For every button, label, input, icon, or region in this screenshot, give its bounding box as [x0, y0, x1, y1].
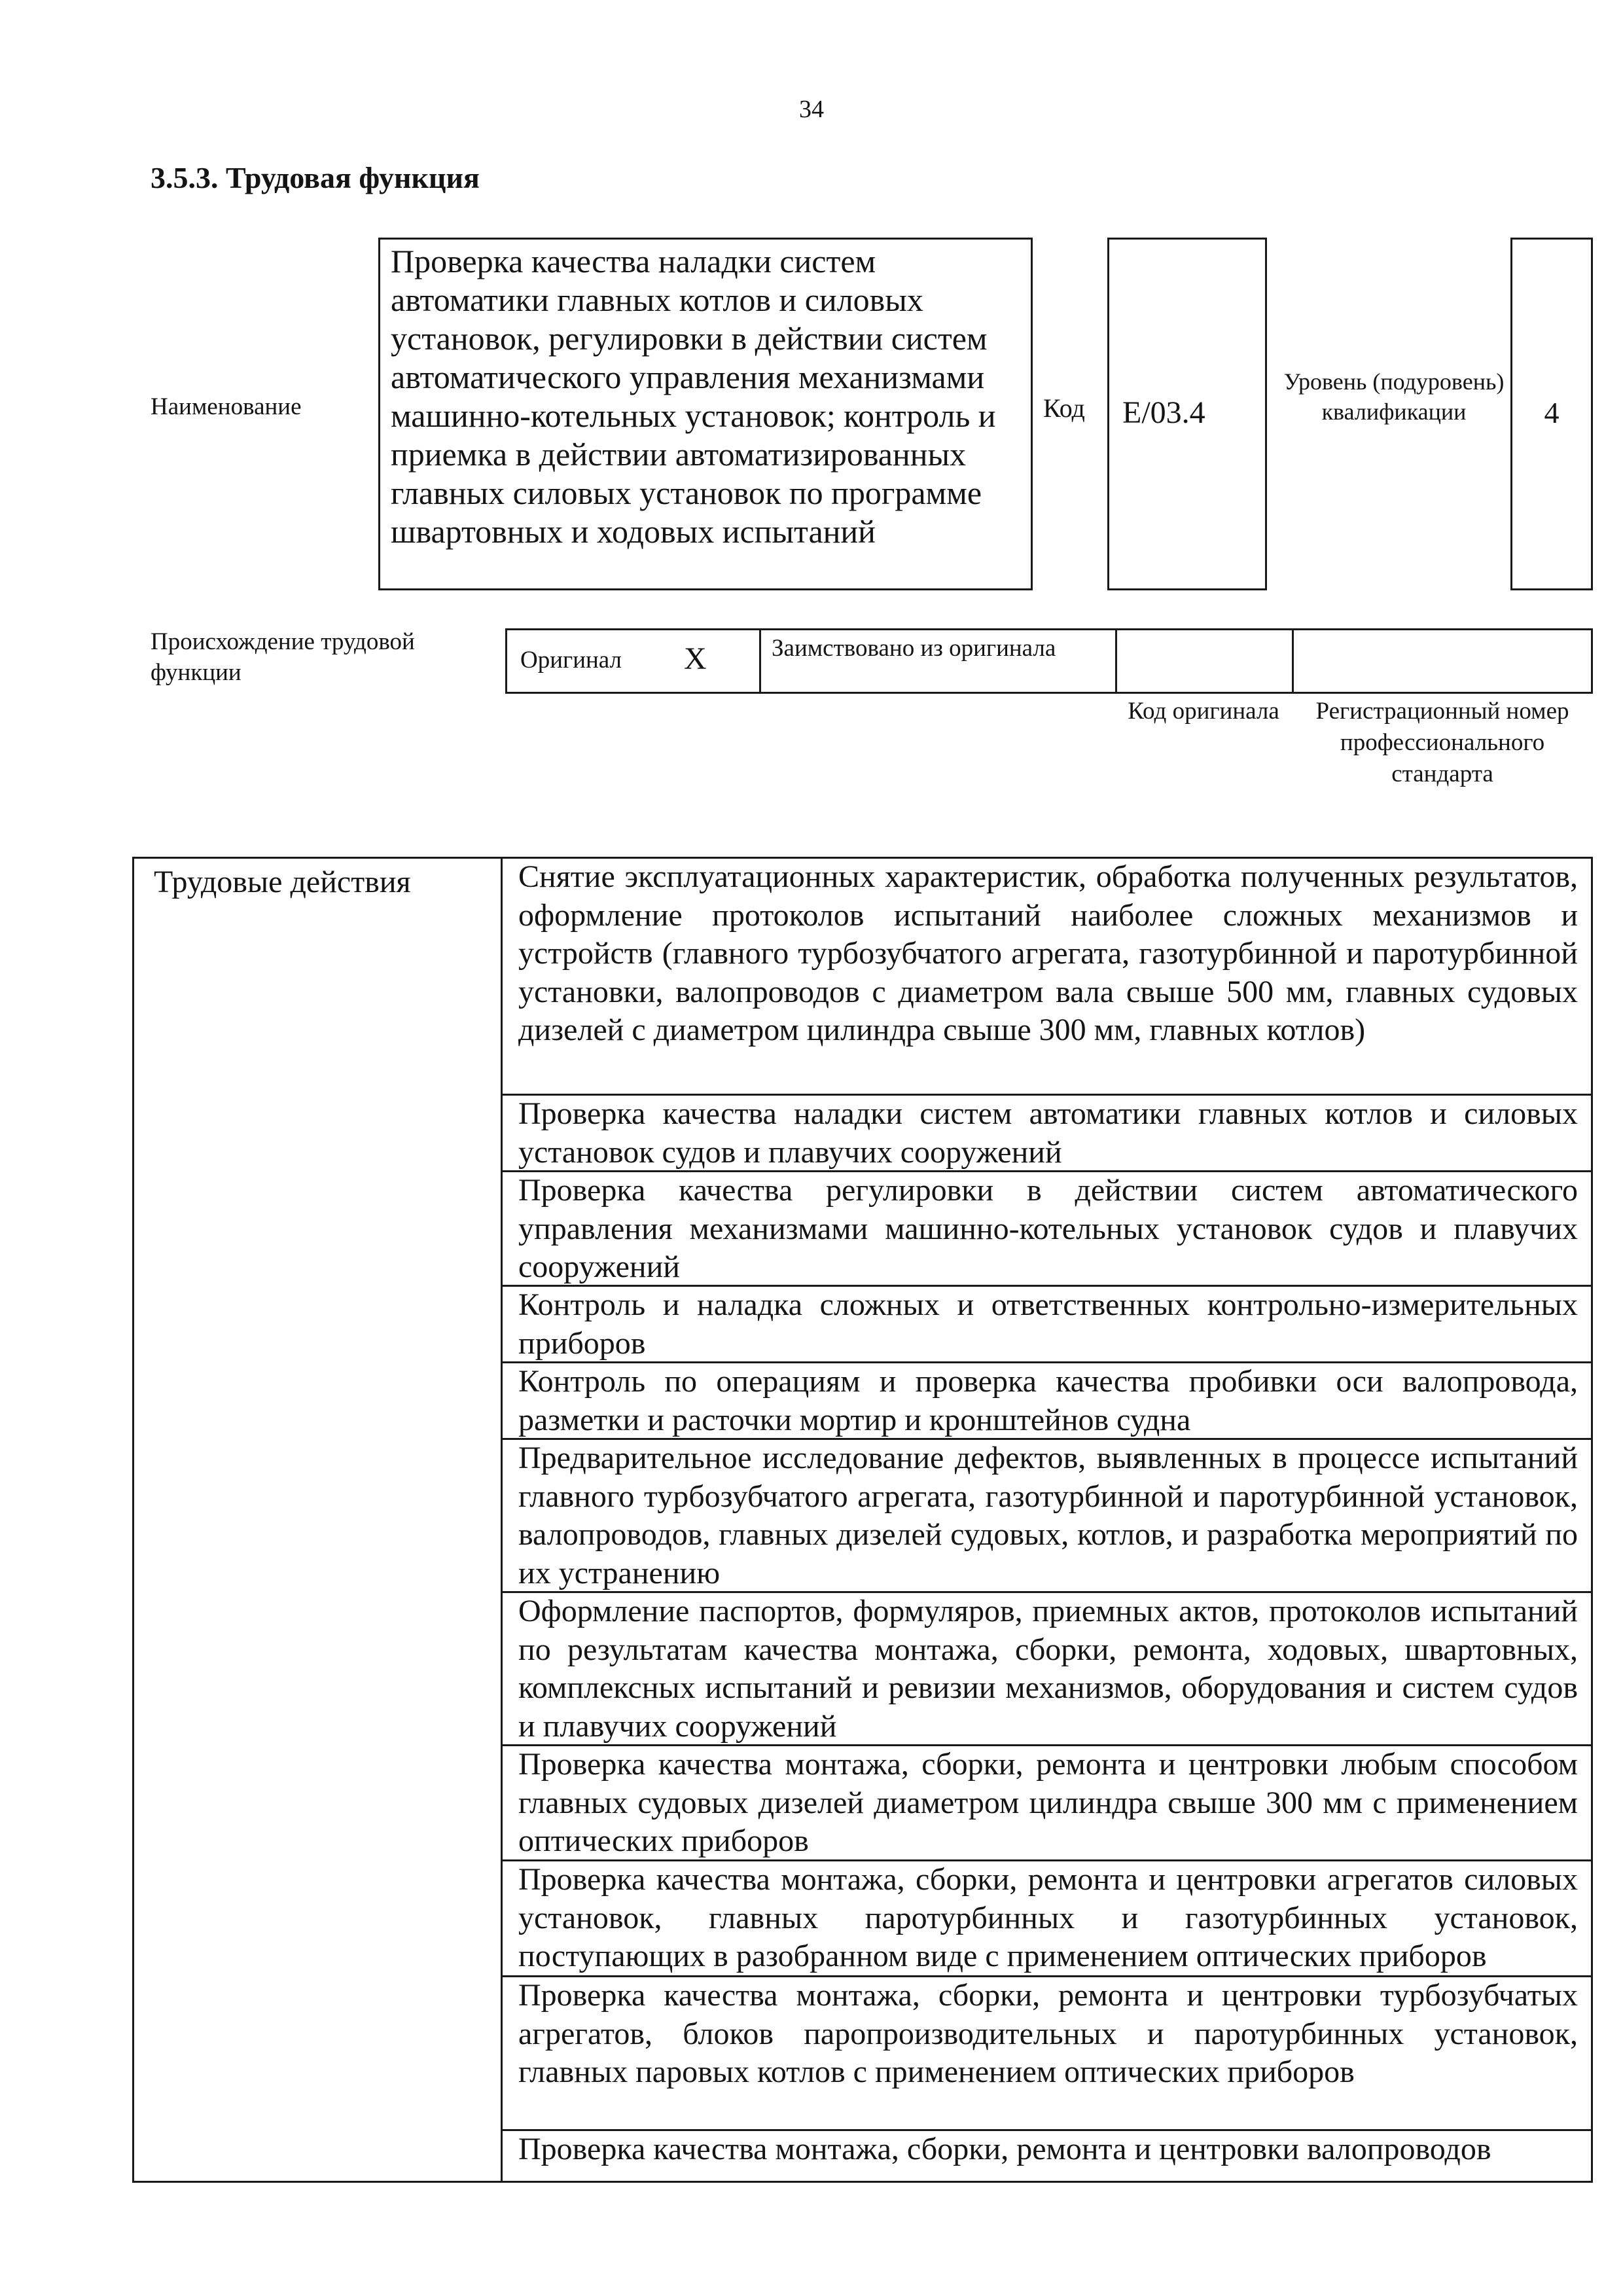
action-text: Проверка качества монтажа, сборки, ремонта и центровки турбозубчатых агрегатов, блоков паропроизводительных и паротурбинных установок, главных паровых котлов с применением оптических приборов [518, 1978, 1578, 2089]
section-title: 3.5.3. Трудовая функция [151, 161, 480, 194]
action-text: Оформление паспортов, формуляров, приемных актов, протоколов испытаний по результатам качества монтажа, сборки, ремонта, ходовых, швартовных, комплексных испытаний и ревизии механизмов, оборудования и систем судов и плавучих сооружений [518, 1594, 1578, 1744]
original-mark: X [684, 641, 707, 676]
original-cell [507, 630, 761, 692]
level-box [1510, 238, 1593, 590]
action-row [503, 2131, 1591, 2181]
action-row [503, 1096, 1591, 1172]
borrowed-cell [761, 630, 1117, 692]
name-label: Наименование [151, 393, 302, 420]
page-number: 34 [799, 96, 824, 123]
function-name-box [378, 238, 1033, 590]
labor-actions-table [132, 857, 1593, 2183]
action-text: Контроль и наладка сложных и ответственных контрольно-измерительных приборов [518, 1287, 1578, 1361]
registration-number-cell [1294, 630, 1593, 692]
action-row [503, 859, 1591, 1096]
action-row [503, 1172, 1591, 1287]
origin-label: Происхождение трудовой функции [151, 628, 415, 686]
labor-actions-label: Трудовые действия [154, 865, 411, 899]
level-label: Уровень (подуровень) квалификации [1283, 368, 1505, 425]
action-text: Контроль по операциям и проверка качества пробивки оси валопровода, разметки и расточки мортир и кронштейнов судна [518, 1364, 1578, 1437]
borrowed-label: Заимствовано из оригинала [772, 635, 1056, 662]
level-value: 4 [1544, 396, 1560, 429]
action-row [503, 1746, 1591, 1861]
original-code-cell [1117, 630, 1294, 692]
action-text: Проверка качества монтажа, сборки, ремонта и центровки агрегатов силовых установок, главных паротурбинных и газотурбинных установок, поступающих в разобранном виде с применением оптических приборов [518, 1862, 1578, 1973]
action-text: Проверка качества монтажа, сборки, ремонта и центровки любым способом главных судовых дизелей диаметром цилиндра свыше 300 мм с применением оптических приборов [518, 1747, 1578, 1858]
function-name-text: Проверка качества наладки систем автоматики главных котлов и силовых установок, регулировки в действии систем автоматического управления механизмами машинно-котельных установок; контроль и приемка в действии автоматизированных главных силовых установок по программе швартовных и ходовых испытаний [391, 243, 996, 550]
original-code-caption: Код оригинала [1128, 698, 1279, 725]
action-text: Проверка качества регулировки в действии систем автоматического управления механизмами машинно-котельных установок судов и плавучих сооружений [518, 1173, 1578, 1284]
registration-number-caption: Регистрационный номер профессионального стандарта [1315, 698, 1569, 787]
code-label: Код [1043, 393, 1085, 423]
action-row [503, 1593, 1591, 1746]
origin-table [505, 628, 1593, 694]
action-row [503, 1363, 1591, 1440]
code-value: E/03.4 [1122, 395, 1205, 430]
action-row [503, 1861, 1591, 1977]
action-row [503, 1440, 1591, 1593]
action-row [503, 1287, 1591, 1363]
original-label: Оригинал [520, 647, 622, 673]
action-text: Проверка качества монтажа, сборки, ремонта и центровки валопроводов [518, 2132, 1491, 2166]
code-box [1107, 238, 1267, 590]
action-text: Снятие эксплуатационных характеристик, обработка полученных результатов, оформление протоколов испытаний наиболее сложных механизмов и устройств (главного турбозубчатого агрегата, газотурбинной и паротурбинной установки, валопроводов с диаметром вала свыше 500 мм, главных судовых дизелей с диаметром цилиндра свыше 300 мм, главных котлов) [518, 859, 1578, 1047]
action-row [503, 1977, 1591, 2131]
action-text: Проверка качества наладки систем автоматики главных котлов и силовых установок судов и плавучих сооружений [518, 1096, 1578, 1170]
action-text: Предварительное исследование дефектов, выявленных в процессе испытаний главного турбозубчатого агрегата, газотурбинной и паротурбинной установок, валопроводов, главных дизелей судовых, котлов, и разработка мероприятий по их устранению [518, 1441, 1578, 1590]
